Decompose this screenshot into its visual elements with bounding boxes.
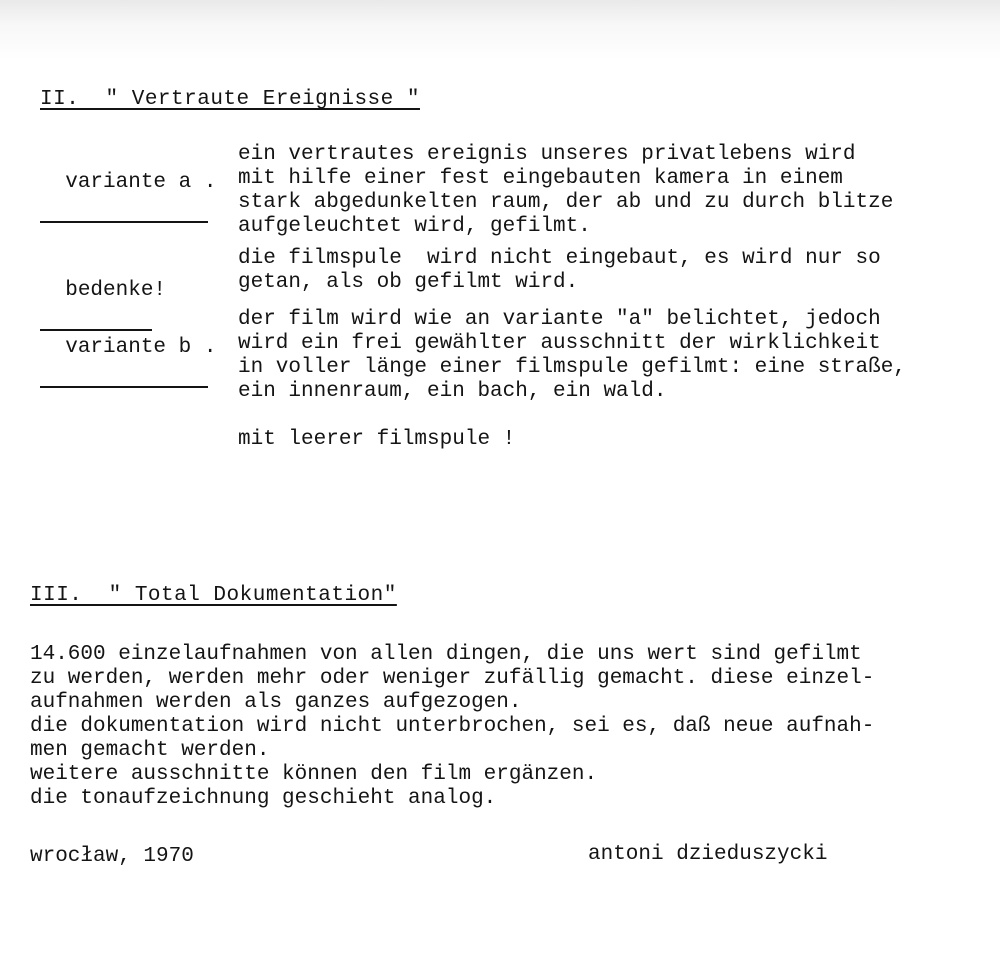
variant-b-underline (40, 386, 208, 388)
bedenke-label-text: bedenke! (65, 279, 167, 302)
bedenke-text (238, 247, 881, 295)
text-line: der film wird wie an variante "a" belichtet, jedoch (238, 308, 881, 331)
section-2-heading: II. " Vertraute Ereignisse " (40, 88, 420, 111)
text-line: die dokumentation wird nicht unterbrochen, sei es, daß neue aufnah- (30, 715, 875, 738)
text-line: aufnahmen werden als ganzes aufgezogen. (30, 691, 522, 714)
text-line: ein vertrautes ereignis unseres privatlebens wird (238, 143, 856, 166)
text-line: getan, als ob gefilmt wird. (238, 271, 579, 294)
variant-b-label (40, 312, 216, 384)
text-line: weitere ausschnitte können den film ergänzen. (30, 763, 598, 786)
author-signature: antoni dzieduszycki (588, 843, 828, 866)
text-line: die filmspule wird nicht eingebaut, es wird nur so (238, 247, 881, 270)
variant-a-text (238, 143, 893, 239)
text-line: men gemacht werden. (30, 739, 270, 762)
scan-edge-shading (0, 0, 1000, 60)
text-line: mit hilfe einer fest eingebauten kamera in einem (238, 167, 843, 190)
section-3-text (30, 643, 874, 811)
text-line: wird ein frei gewählter ausschnitt der wirklichkeit (238, 332, 881, 355)
text-line: die tonaufzeichnung geschieht analog. (30, 787, 497, 810)
text-line: ein innenraum, ein bach, ein wald. (238, 380, 667, 403)
text-line: aufgeleuchtet wird, gefilmt. (238, 215, 591, 238)
text-line: in voller länge einer filmspule gefilmt: eine straße, (238, 356, 906, 379)
variant-b-text (238, 308, 906, 404)
variant-b-note: mit leerer filmspule ! (238, 428, 516, 451)
text-line: 14.600 einzelaufnahmen von allen dingen, die uns wert sind gefilmt (30, 643, 862, 666)
variant-a-label-text: variante a . (65, 171, 217, 194)
variant-b-label-text: variante b . (65, 336, 217, 359)
variant-a-label (40, 147, 216, 219)
place-date: wrocław, 1970 (30, 845, 194, 868)
text-line: stark abgedunkelten raum, der ab und zu durch blitze (238, 191, 894, 214)
text-line: zu werden, werden mehr oder weniger zufällig gemacht. diese einzel- (30, 667, 875, 690)
section-3-heading: III. " Total Dokumentation" (30, 584, 397, 607)
variant-a-underline (40, 221, 208, 223)
